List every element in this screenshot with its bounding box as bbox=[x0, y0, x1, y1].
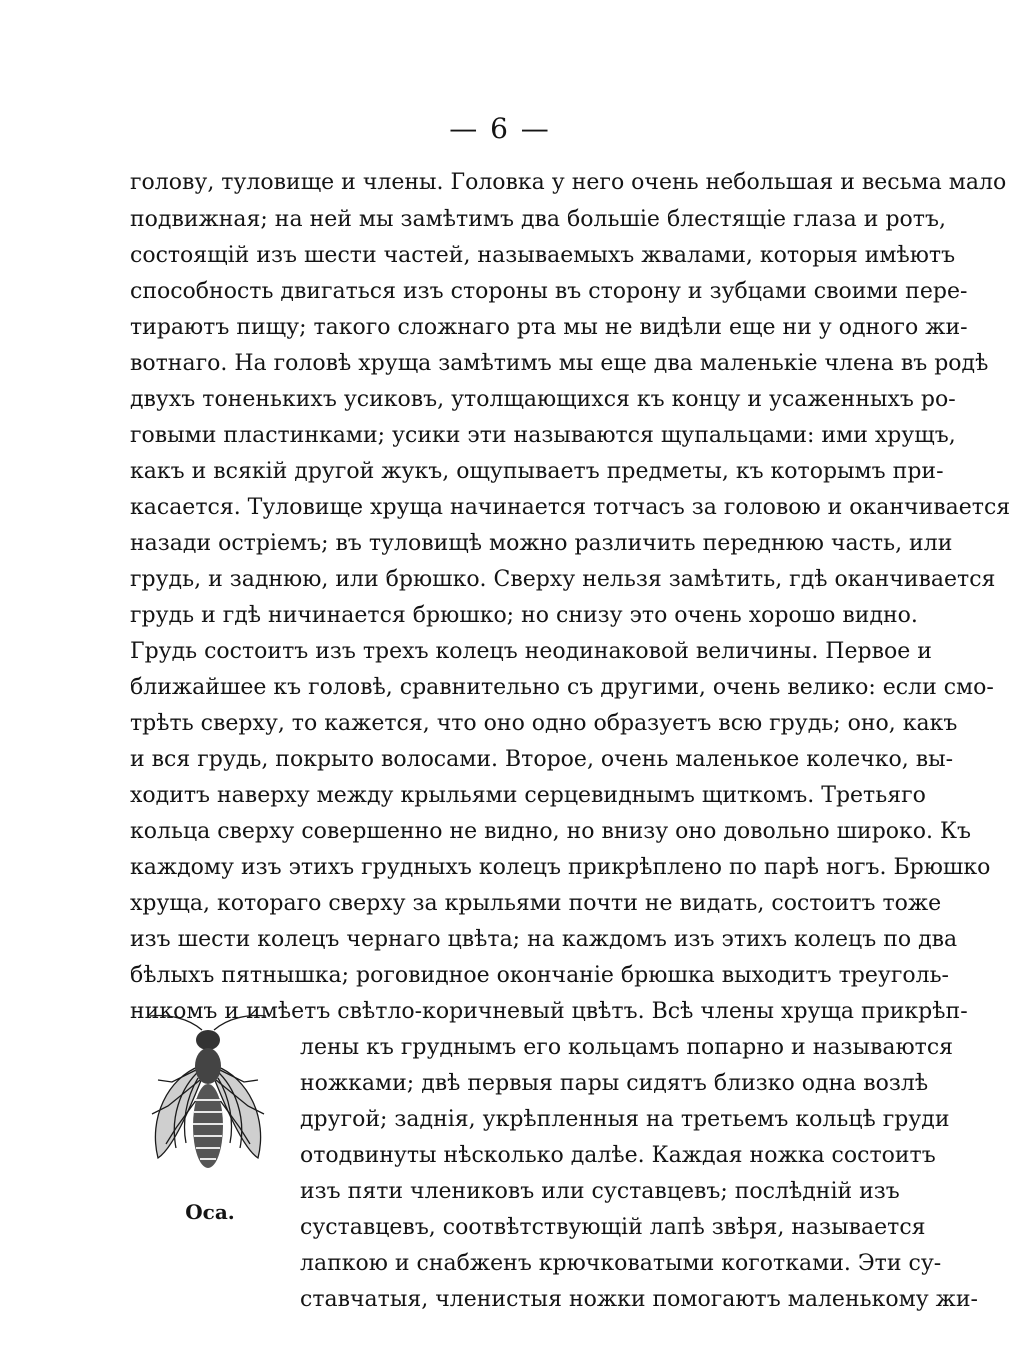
text-line: ножками; двѣ первыя пары сидятъ близко одна возлѣ bbox=[300, 1071, 929, 1096]
text-line: лены къ груднымъ его кольцамъ попарно и называются bbox=[300, 1035, 954, 1060]
text-line: отодвинуты нѣсколько далѣе. Каждая ножка состоитъ bbox=[300, 1143, 936, 1168]
text-line: грудь, и заднюю, или брюшко. Сверху нельзя замѣтить, гдѣ оканчивается bbox=[130, 567, 996, 592]
text-line: вотнаго. На головѣ хруща замѣтимъ мы еще два маленькіе члена въ родѣ bbox=[130, 351, 989, 376]
text-line: говыми пластинками; усики эти называются щупальцами: ими хрущъ, bbox=[130, 423, 956, 448]
text-line: другой; заднія, укрѣпленныя на третьемъ кольцѣ груди bbox=[300, 1107, 950, 1132]
text-line: лапкою и снабженъ крючковатыми коготками. Эти су- bbox=[300, 1251, 942, 1276]
text-line: суставцевъ, соотвѣтствующій лапѣ звѣря, называется bbox=[300, 1215, 926, 1240]
text-line: касается. Туловище хруща начинается тотчасъ за головою и оканчивается bbox=[130, 495, 1010, 520]
text-line: Грудь состоитъ изъ трехъ колецъ неодинаковой величины. Первое и bbox=[130, 639, 932, 664]
text-line: назади остріемъ; въ туловищѣ можно различить переднюю часть, или bbox=[130, 531, 953, 556]
text-line: ближайшее къ головѣ, сравнительно съ другими, очень велико: если смо- bbox=[130, 675, 994, 700]
text-line: хруща, котораго сверху за крыльями почти не видать, состоитъ тоже bbox=[130, 891, 942, 916]
text-line: кольца сверху совершенно не видно, но внизу оно довольно широко. Къ bbox=[130, 819, 972, 844]
text-line: грудь и гдѣ ничинается брюшко; но снизу это очень хорошо видно. bbox=[130, 603, 918, 628]
page-number: — 6 — bbox=[449, 112, 551, 145]
text-line: какъ и всякій другой жукъ, ощупываетъ предметы, къ которымъ при- bbox=[130, 459, 944, 484]
text-line: состоящій изъ шести частей, называемыхъ жвалами, которыя имѣютъ bbox=[130, 243, 956, 268]
text-line: голову, туловище и члены. Головка у него очень небольшая и весьма мало bbox=[130, 170, 1007, 195]
text-line: и вся грудь, покрыто волосами. Второе, очень маленькое колечко, вы- bbox=[130, 747, 954, 772]
text-line: изъ пяти члениковъ или суставцевъ; послѣдній изъ bbox=[300, 1179, 900, 1204]
text-line: тираютъ пищу; такого сложнаго рта мы не видѣли еще ни у одного жи- bbox=[130, 315, 968, 340]
text-line: трѣть сверху, то кажется, что оно одно образуетъ всю грудь; оно, какъ bbox=[130, 711, 958, 736]
wasp-illustration bbox=[128, 1008, 288, 1188]
figure-caption: Оса. bbox=[185, 1200, 235, 1224]
text-line: подвижная; на ней мы замѣтимъ два большіе блестящіе глаза и ротъ, bbox=[130, 207, 946, 232]
wasp-icon bbox=[128, 1008, 288, 1188]
text-line: двухъ тоненькихъ усиковъ, утолщающихся къ концу и усаженныхъ ро- bbox=[130, 387, 956, 412]
text-line: бѣлыхъ пятнышка; роговидное окончаніе брюшка выходитъ треуголь- bbox=[130, 963, 949, 988]
text-line: ставчатыя, членистыя ножки помогаютъ маленькому жи- bbox=[300, 1287, 978, 1312]
text-line: изъ шести колецъ чернаго цвѣта; на каждомъ изъ этихъ колецъ по два bbox=[130, 927, 958, 952]
text-line: способность двигаться изъ стороны въ сторону и зубцами своими пере- bbox=[130, 279, 968, 304]
text-line: ходитъ наверху между крыльями серцевиднымъ щиткомъ. Третьяго bbox=[130, 783, 926, 808]
text-line: никомъ и имѣетъ свѣтло-коричневый цвѣтъ. Всѣ члены хруща прикрѣп- bbox=[130, 999, 968, 1024]
text-line: каждому изъ этихъ грудныхъ колецъ прикрѣплено по парѣ ногъ. Брюшко bbox=[130, 855, 991, 880]
